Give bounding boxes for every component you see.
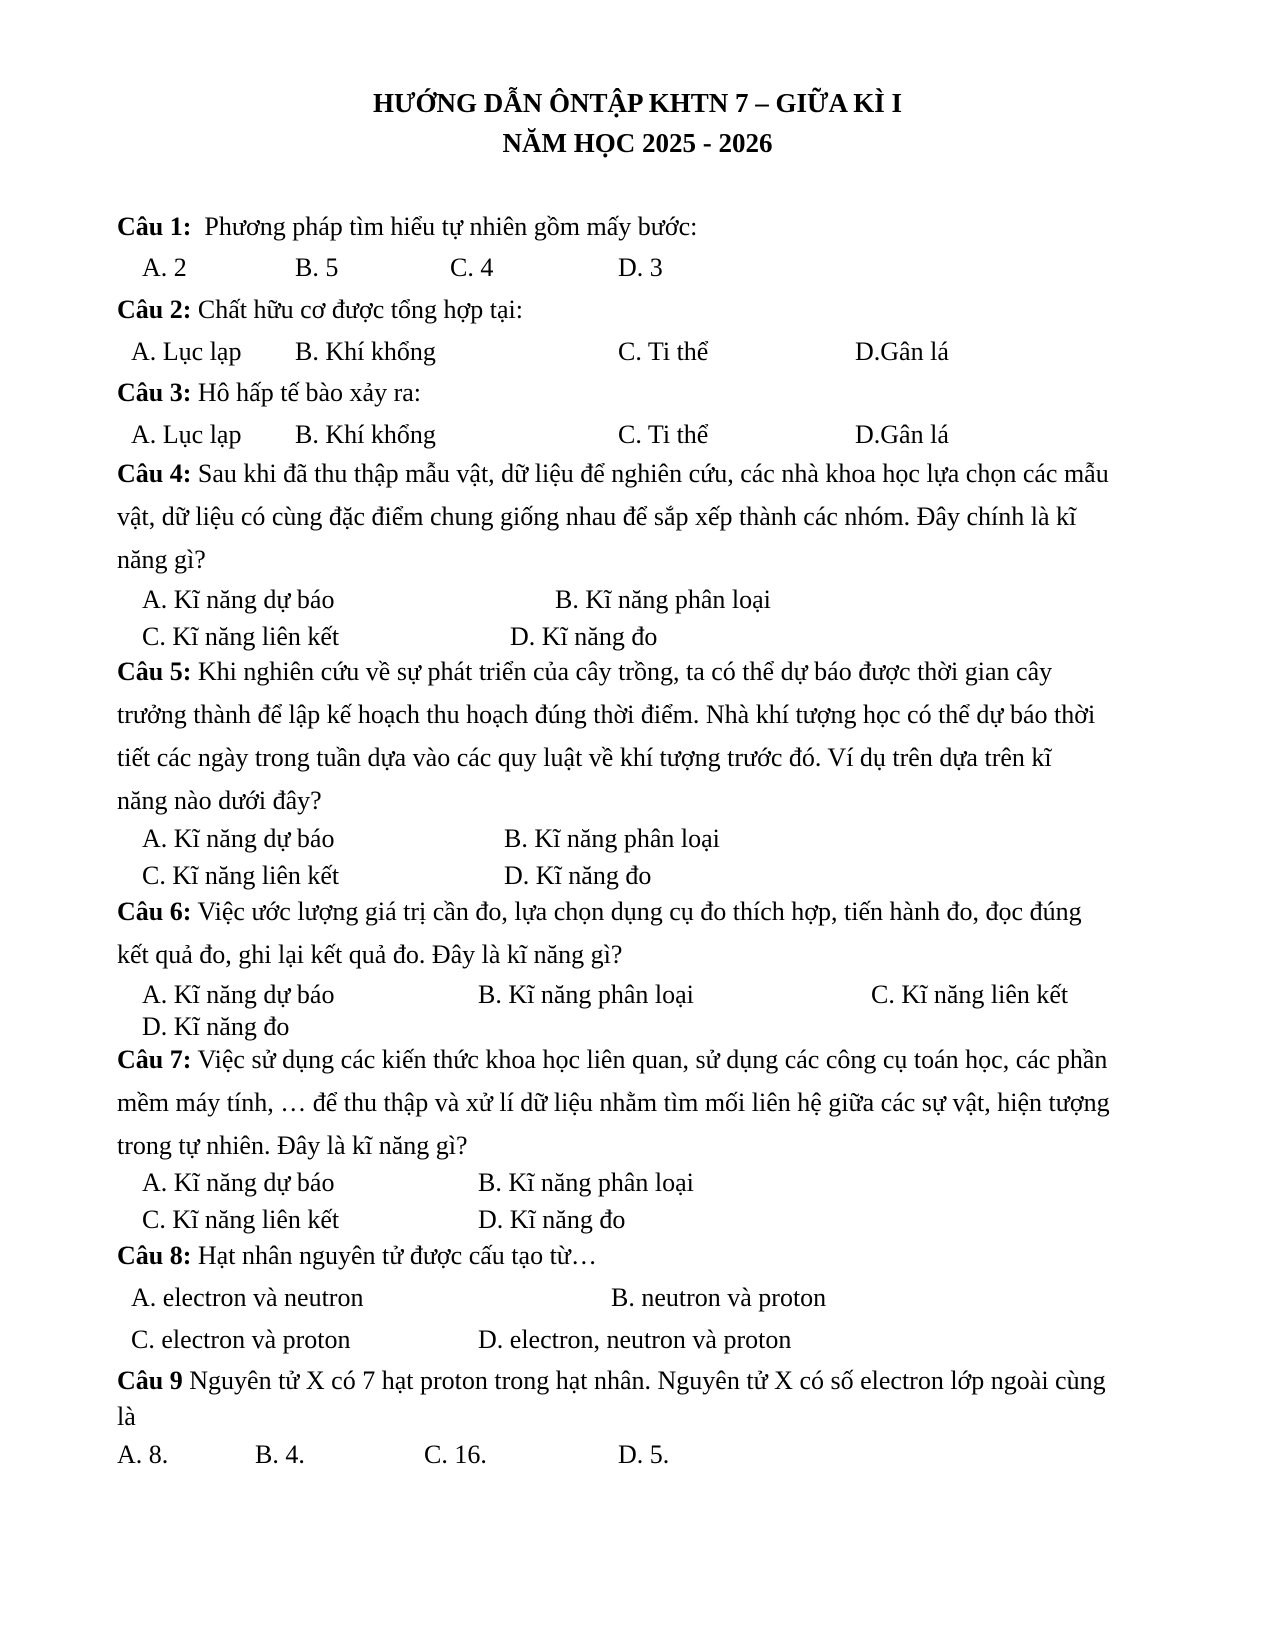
question-9 — [117, 1363, 1117, 1435]
option-a: A. Kĩ năng dự báo — [142, 585, 335, 614]
option-d: D. 3 — [618, 253, 663, 282]
option-a: A. Kĩ năng dự báo — [142, 1168, 335, 1197]
option-b: B. neutron và proton — [611, 1283, 827, 1312]
question-label: Câu 9 — [117, 1366, 183, 1395]
question-8 — [117, 1234, 1167, 1277]
question-label: Câu 2: — [117, 295, 192, 324]
question-label: Câu 5: — [117, 657, 192, 686]
question-text: Khi nghiên cứu về sự phát triển của cây trồng, ta có thể dự báo được thời gian cây trưởng thành để lập kế hoạch thu hoạch đúng thời điểm. Nhà khí tượng học có thể dự báo thời tiết các ngày trong tuần dựa vào các quy luật về khí tượng trước đó. Ví dụ trên dựa trên kĩ năng nào dưới đây? — [117, 657, 1096, 815]
school-year: NĂM HỌC 2025 - 2026 — [502, 128, 773, 158]
question-6 — [117, 890, 1097, 976]
question-label: Câu 8: — [117, 1241, 192, 1270]
option-d: D. electron, neutron và proton — [478, 1325, 792, 1354]
option-b: B. Khí khổng — [295, 420, 436, 449]
option-c: C. 16. — [424, 1440, 487, 1469]
question-label: Câu 3: — [117, 378, 192, 407]
option-a: A. Kĩ năng dự báo — [142, 824, 335, 853]
option-a: A. Lục lạp — [131, 337, 242, 366]
question-3 — [117, 371, 1167, 414]
option-b: B. 5 — [295, 253, 339, 282]
option-b: B. Kĩ năng phân loại — [555, 585, 771, 614]
question-text: Sau khi đã thu thập mẫu vật, dữ liệu để nghiên cứu, các nhà khoa học lựa chọn các mẫu vật, dữ liệu có cùng đặc điểm chung giống nhau để sắp xếp thành các nhóm. Đây chính là kĩ năng gì? — [117, 459, 1109, 574]
option-d: D.Gân lá — [855, 420, 949, 449]
option-c: C. Kĩ năng liên kết — [142, 861, 340, 890]
question-text: Việc sử dụng các kiến thức khoa học liên quan, sử dụng các công cụ toán học, các phần mềm máy tính, … để thu thập và xử lí dữ liệu nhằm tìm mối liên hệ giữa các sự vật, hiện tượng trong tự nhiên. Đây là kĩ năng gì? — [117, 1045, 1110, 1160]
option-d: D.Gân lá — [855, 337, 949, 366]
question-text: Hạt nhân nguyên tử được cấu tạo từ… — [197, 1241, 597, 1270]
document-title: HƯỚNG DẪN ÔNTẬP KHTN 7 – GIỮA KÌ I — [372, 88, 903, 118]
question-label: Câu 7: — [117, 1045, 192, 1074]
question-text: Phương pháp tìm hiểu tự nhiên gồm mấy bước: — [204, 212, 698, 241]
option-a: A. Lục lạp — [131, 420, 242, 449]
question-5 — [117, 650, 1102, 822]
option-d: D. Kĩ năng đo — [510, 622, 658, 651]
question-7 — [117, 1038, 1127, 1167]
question-label: Câu 1: — [117, 212, 192, 241]
option-d: D. Kĩ năng đo — [478, 1205, 626, 1234]
option-a: A. 8. — [117, 1440, 169, 1469]
option-c: C. Ti thể — [618, 420, 709, 449]
question-text: Hô hấp tế bào xảy ra: — [197, 378, 421, 407]
option-a: A. 2 — [142, 253, 187, 282]
option-c: C. Kĩ năng liên kết — [142, 1205, 340, 1234]
question-label: Câu 6: — [117, 897, 192, 926]
option-d: D. Kĩ năng đo — [142, 1012, 290, 1041]
option-b: B. Khí khổng — [295, 337, 436, 366]
question-1 — [117, 205, 1167, 248]
option-a: A. Kĩ năng dự báo — [142, 980, 335, 1009]
question-text: Chất hữu cơ được tổng hợp tại: — [197, 295, 523, 324]
option-c: C. Kĩ năng liên kết — [871, 980, 1069, 1009]
option-c: C. 4 — [450, 253, 494, 282]
option-c: C. electron và proton — [131, 1325, 351, 1354]
option-b: B. 4. — [255, 1440, 305, 1469]
option-d: D. Kĩ năng đo — [504, 861, 652, 890]
option-b: B. Kĩ năng phân loại — [478, 1168, 694, 1197]
option-c: C. Kĩ năng liên kết — [142, 622, 340, 651]
question-2 — [117, 288, 1167, 331]
option-c: C. Ti thể — [618, 337, 709, 366]
question-text: Việc ước lượng giá trị cần đo, lựa chọn dụng cụ đo thích hợp, tiến hành đo, đọc đúng kết quả đo, ghi lại kết quả đo. Đây là kĩ năng gì? — [117, 897, 1082, 969]
option-b: B. Kĩ năng phân loại — [504, 824, 720, 853]
question-text: Nguyên tử X có 7 hạt proton trong hạt nhân. Nguyên tử X có số electron lớp ngoài cùng là — [117, 1366, 1106, 1431]
option-d: D. 5. — [618, 1440, 670, 1469]
question-label: Câu 4: — [117, 459, 192, 488]
option-a: A. electron và neutron — [131, 1283, 364, 1312]
question-4 — [117, 452, 1117, 581]
option-b: B. Kĩ năng phân loại — [478, 980, 694, 1009]
